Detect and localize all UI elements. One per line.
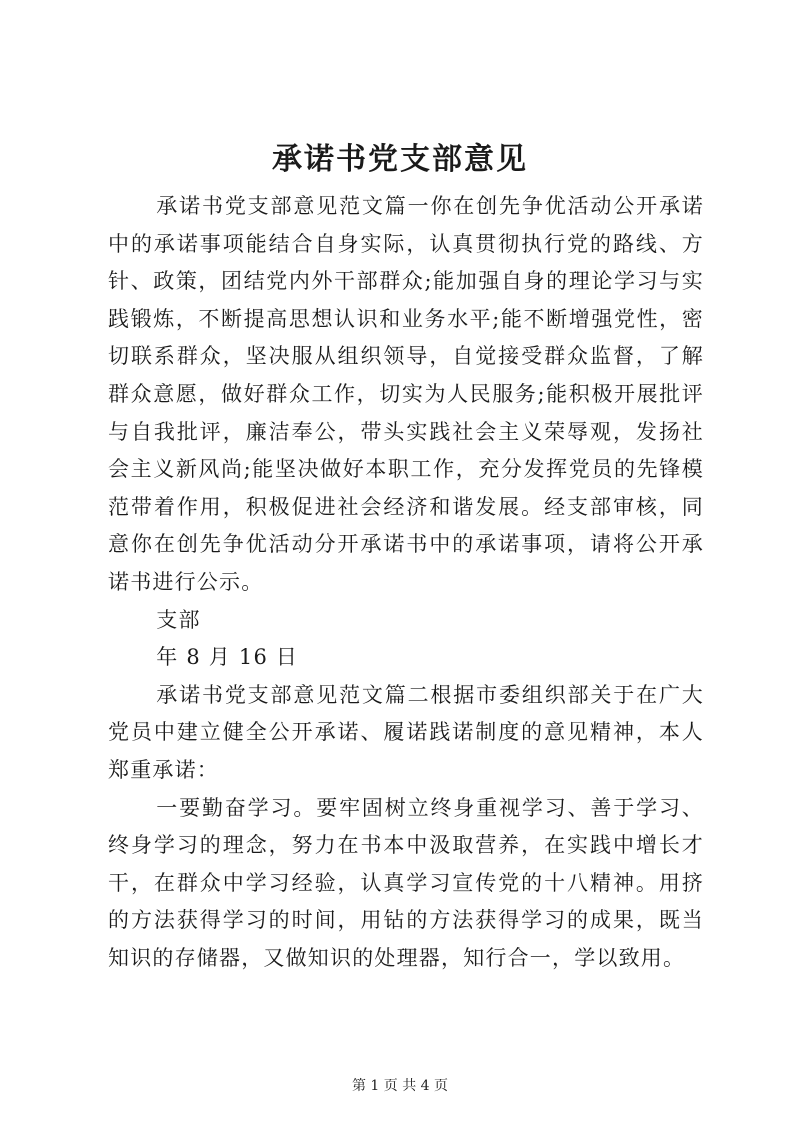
- page-footer: 第 1 页 共 4 页: [351, 1078, 449, 1094]
- paragraph-1: 承诺书党支部意见范文篇一你在创先争优活动公开承诺中的承诺事项能结合自身实际，认真贯彻执行党的路线、方针、政策，团结党内外干部群众;能加强自身的理论学习与实践锻炼，不断提高思想认识和业务水平;能不断增强党性，密切联系群众，坚决服从组织领导，自觉接受群众监督，了解群众意愿，做好群众工作，切实为人民服务;能积极开展批评与自我批评，廉洁奉公，带头实践社会主义荣辱观，发扬社会主义新风尚;能坚决做好本职工作，充分发挥党员的先锋模范带着作用，积极促进社会经济和谐发展。经支部审核，同意你在创先争优活动分开承诺书中的承诺事项，请将公开承诺书进行公示。: [108, 194, 704, 594]
- paragraph-2-signature: 支部: [156, 607, 201, 632]
- document-body: [108, 188, 704, 977]
- paragraph-4: 承诺书党支部意见范文篇二根据市委组织部关于在广大党员中建立健全公开承诺、履诺践诺制度的意见精神，本人郑重承诺：: [108, 682, 704, 782]
- document-title: 承诺书党支部意见: [272, 142, 528, 177]
- paragraph-3-date: 年 8 月 16 日: [156, 645, 299, 670]
- paragraph-5: 一要勤奋学习。要牢固树立终身重视学习、善于学习、终身学习的理念，努力在书本中汲取营养，在实践中增长才干，在群众中学习经验，认真学习宣传党的十八精神。用挤的方法获得学习的时间，用钻的方法获得学习的成果，既当知识的存储器，又做知识的处理器，知行合一，学以致用。: [108, 795, 704, 970]
